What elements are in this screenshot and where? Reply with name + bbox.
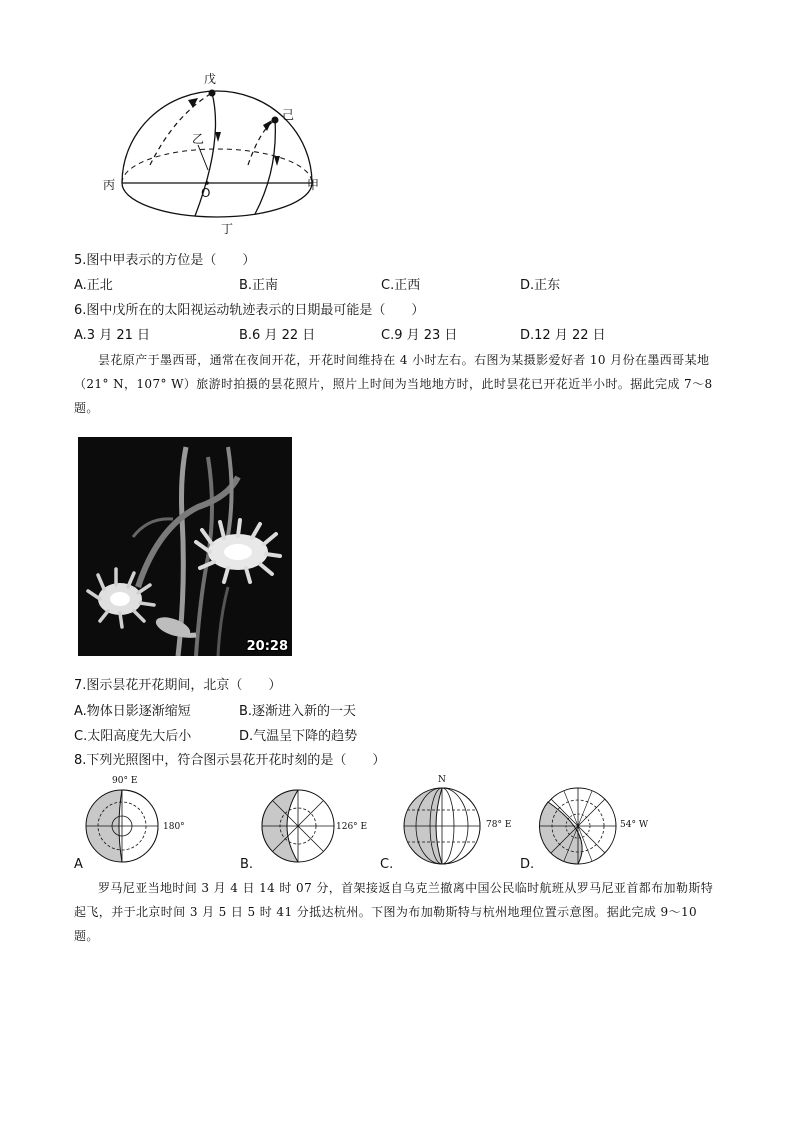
arrow-ji-solid: [274, 156, 280, 166]
figure-c: [380, 772, 520, 874]
q5-option-c: C.正西: [381, 278, 421, 293]
flower-illustration: [78, 437, 292, 656]
figure-d-svg: [518, 774, 678, 874]
figure-a-top-label: 90° E: [112, 776, 138, 786]
label-ding: 丁: [221, 222, 234, 236]
q7-option-b: B.逐渐进入新的一天: [239, 704, 357, 719]
photo-timestamp: 20:28: [246, 639, 288, 654]
passage-epiphyllum: 昙花原产于墨西哥，通常在夜间开花，开花时间维持在 4 小时左右。右图为某摄影爱好者 10 月份在墨西哥某地（21° N，107° W）旅游时拍摄的昙花照片，照片上时间为当地地方时，此时昙花已开花近半小时。据此完成 7～8 题。: [74, 353, 713, 415]
q7-option-a: A.物体日影逐渐缩短: [74, 704, 191, 719]
passage-flight: 罗马尼亚当地时间 3 月 4 日 14 时 07 分，首架接返自乌克兰撤离中国公民临时航班从罗马尼亚首都布加勒斯特起飞，并于北京时间 3 月 5 日 5 时 41 分抵达杭州。下图为布加勒斯特与杭州地理位置示意图。据此完成 9～10 题。: [74, 881, 714, 943]
sun-ji: [272, 117, 279, 124]
figure-d-side-label: 54° W: [620, 820, 649, 830]
arrow-ji-dashed: [263, 120, 272, 131]
figure-a-side-label: 180°: [163, 822, 185, 832]
q7-option-c: C.太阳高度先大后小: [74, 729, 192, 744]
sun-path-svg: [100, 70, 330, 242]
epiphyllum-photo: [78, 437, 292, 656]
flower-right: [196, 520, 280, 582]
figure-d-letter: D.: [520, 857, 535, 872]
line-yi: [198, 145, 208, 170]
q5-option-a: A.正北: [74, 278, 113, 293]
q5-option-d: D.正东: [520, 278, 561, 293]
center-point: [205, 181, 209, 185]
q6-option-a: A.3 月 21 日: [74, 328, 151, 343]
arrow-wu-solid: [215, 132, 221, 142]
figure-d: [518, 774, 678, 874]
label-jia: 甲: [307, 178, 320, 192]
q6-option-c: C.9 月 23 日: [381, 328, 458, 343]
figure-c-letter: C.: [380, 857, 394, 872]
horizon-front: [122, 183, 312, 217]
sun-path-ji-solid: [255, 120, 275, 214]
figure-c-top-label: N: [438, 775, 446, 785]
q5-stem: 5.图中甲表示的方位是（ ）: [74, 253, 256, 268]
sun-path-diagram: [100, 70, 330, 242]
label-ji: 己: [282, 108, 295, 122]
sun-path-ji-dashed: [248, 120, 275, 165]
arrow-wu-dashed: [188, 98, 198, 108]
figure-b-letter: B.: [240, 857, 254, 872]
figure-a: [72, 774, 202, 874]
label-yi: 乙: [192, 132, 205, 146]
q6-option-d: D.12 月 22 日: [520, 328, 606, 343]
label-bing: 丙: [103, 178, 116, 192]
q5-option-b: B.正南: [239, 278, 279, 293]
q8-stem: 8.下列光照图中，符合图示昙花开花时刻的是（ ）: [74, 753, 386, 768]
q6-stem: 6.图中戊所在的太阳视运动轨迹表示的日期最可能是（ ）: [74, 303, 425, 318]
figure-b: [238, 774, 378, 874]
q7-stem: 7.图示昙花开花期间，北京（ ）: [74, 678, 282, 693]
figure-b-side-label: 126° E: [336, 822, 368, 832]
sun-path-wu-dashed: [150, 93, 212, 165]
label-wu: 戊: [204, 72, 217, 86]
sun-wu: [209, 90, 216, 97]
q7-option-d: D.气温呈下降的趋势: [239, 729, 358, 744]
figure-c-side-label: 78° E: [486, 820, 512, 830]
horizon-back: [122, 149, 312, 183]
q6-option-b: B.6 月 22 日: [239, 328, 316, 343]
figure-a-letter: A: [74, 857, 83, 872]
label-o: O: [201, 186, 211, 200]
